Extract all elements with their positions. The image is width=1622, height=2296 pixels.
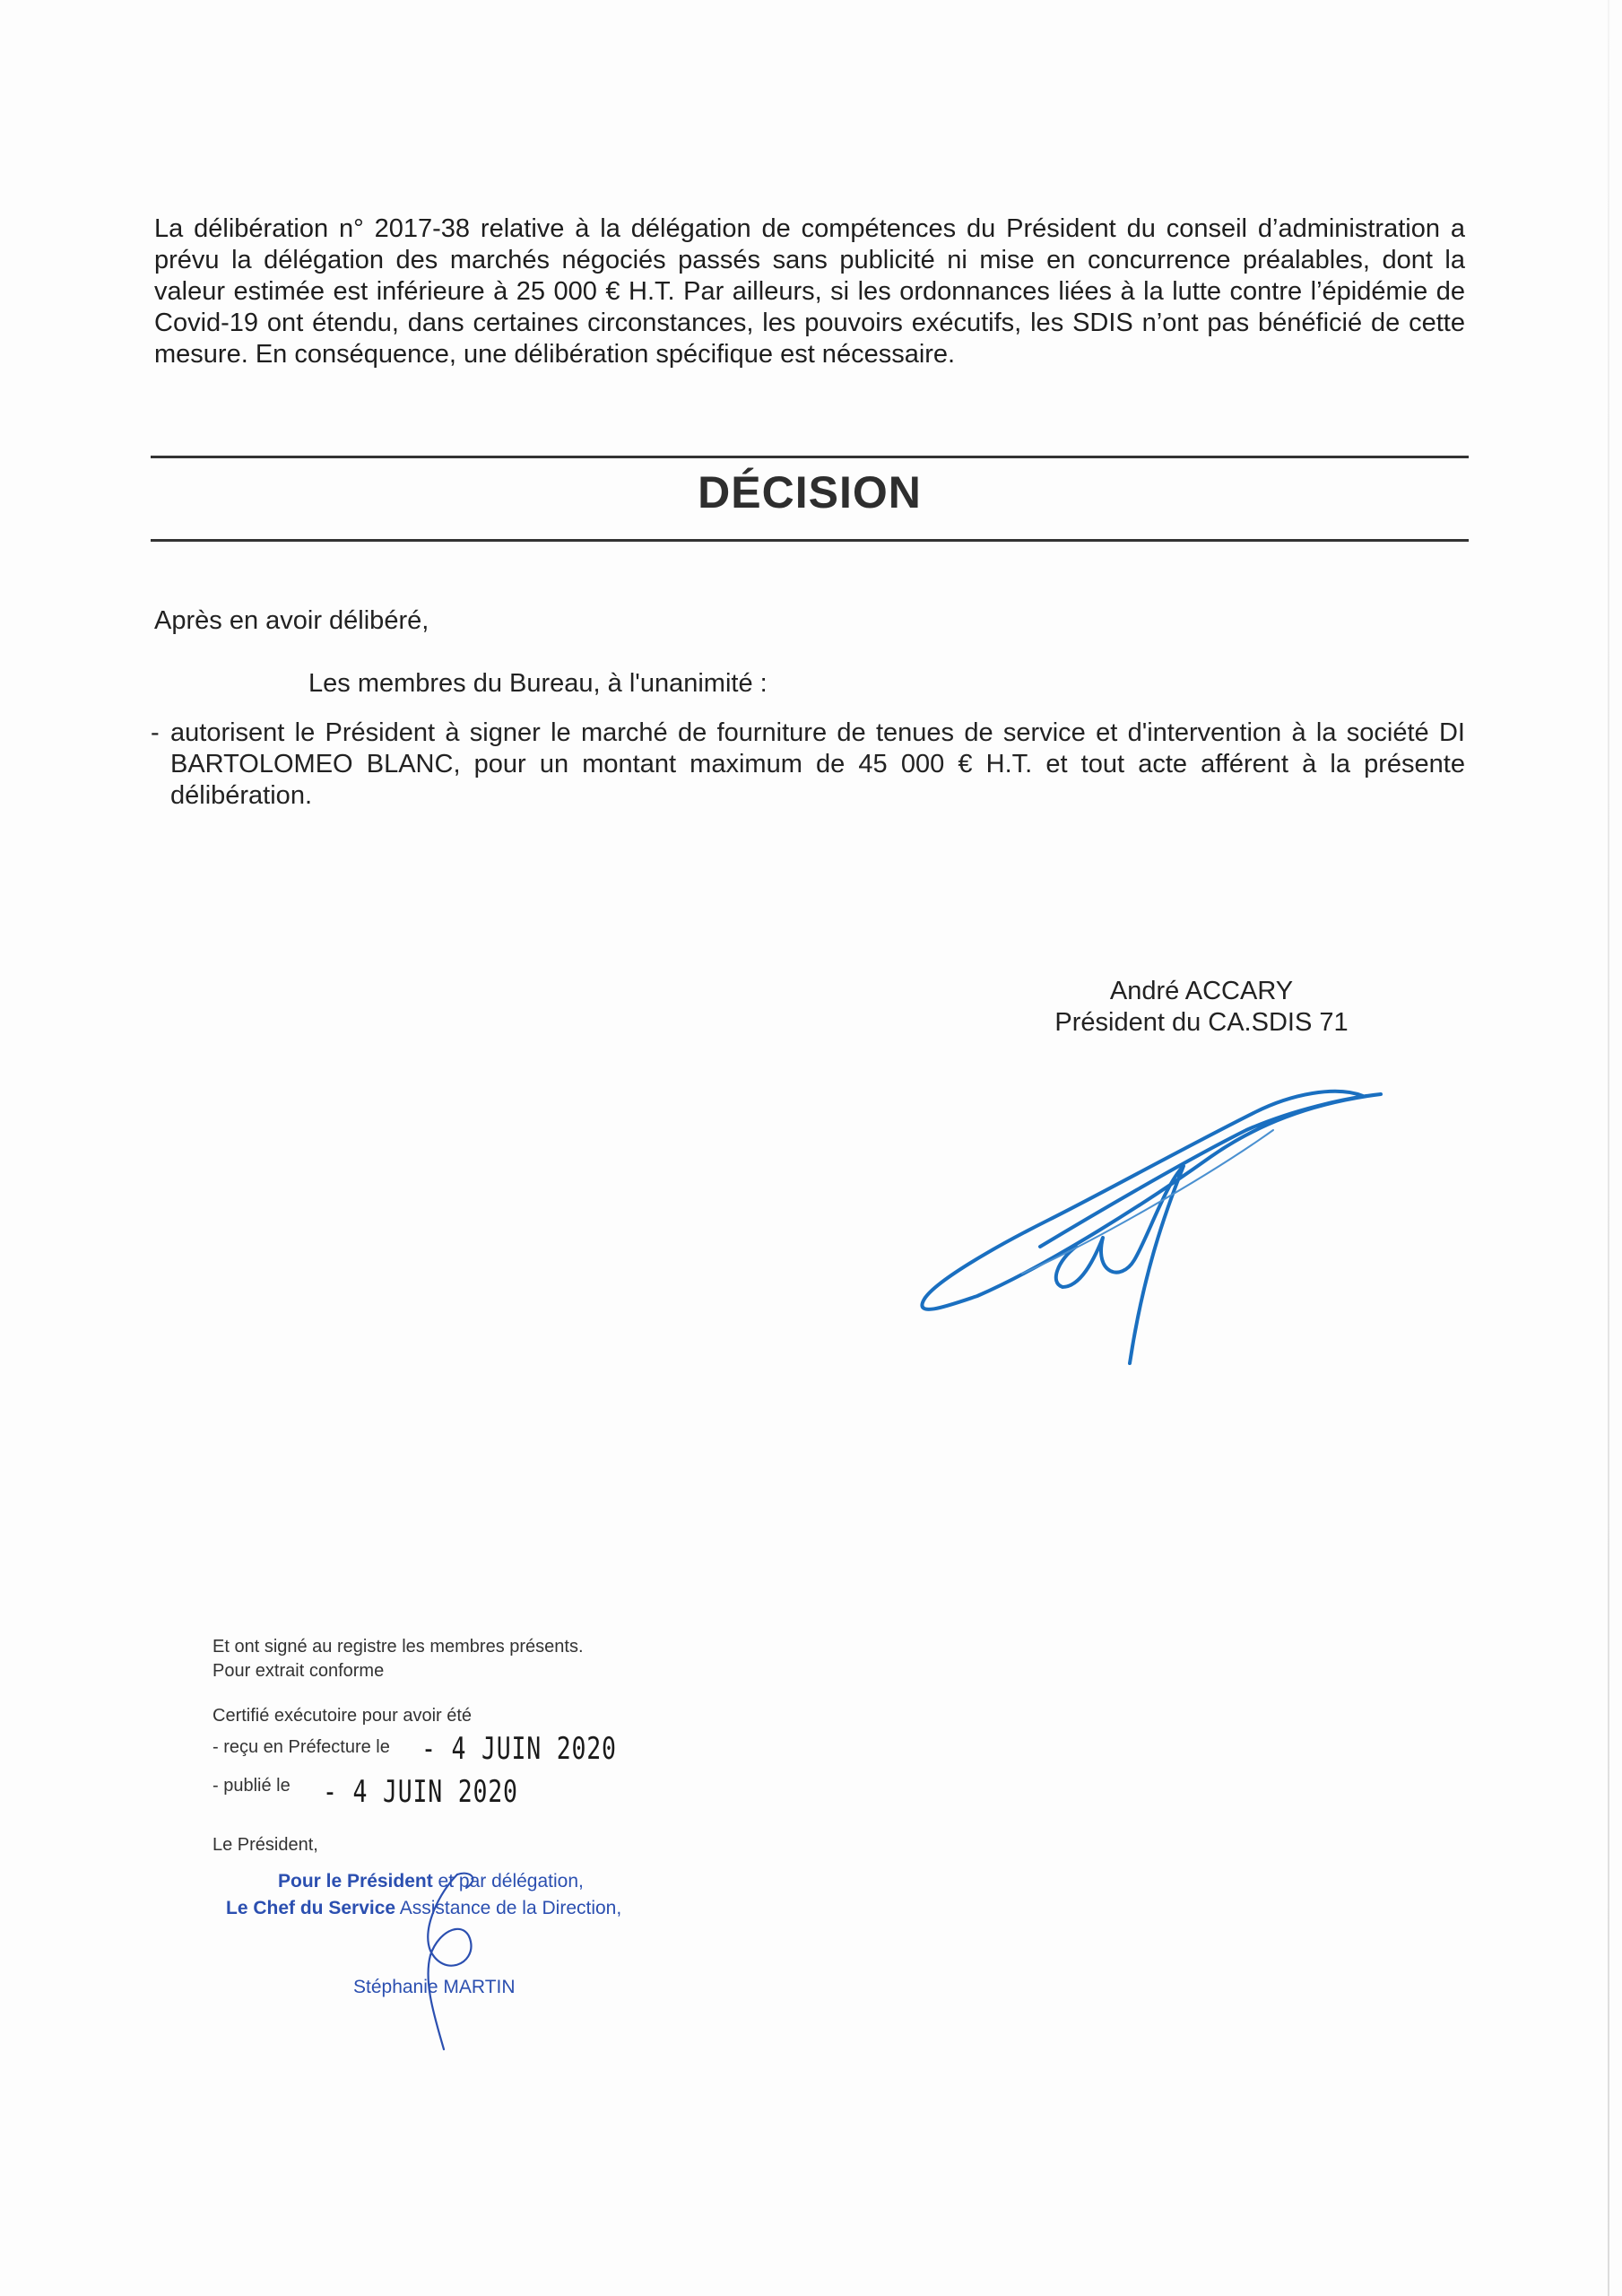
delegation-line-2-rest: Assistance de la Direction, [395, 1898, 622, 1918]
signer-name: André ACCARY [1109, 977, 1294, 1005]
delegation-line-2-bold: Le Chef du Service [226, 1898, 396, 1918]
intro-paragraph: La délibération n° 2017-38 relative à la délégation de compétences du Président du conseil d’administration a prévu la délégation des marchés négociés passés sans publicité ni mise en concurrence préalables, dont la valeur estimée est inférieure à 25 000 € H.T. Par ailleurs, si les ordonnances liées à la lutte contre l’épidémie de Covid-19 ont étendu, dans certaines circonstances, les pouvoirs exécutifs, les SDIS n’ont pas bénéficié de cette mesure. En conséquence, une délibération spécifique est nécessaire. [154, 214, 1465, 369]
footer-published-label: - publié le [213, 1776, 291, 1796]
members-line: Les membres du Bureau, à l'unanimité : [308, 669, 768, 698]
footer-received-label: - reçu en Préfecture le [213, 1737, 390, 1757]
footer-president: Le Président, [213, 1835, 318, 1855]
footer-extract: Pour extrait conforme [213, 1661, 385, 1681]
decision-item-text: autorisent le Président à signer le marché de fourniture de tenues de service et d'intervention à la société DI BARTOLOMEO BLANC, pour un montant maximum de 45 000 € H.T. et tout acte afférent à la présente délibération. [170, 718, 1465, 810]
president-signature [915, 1067, 1399, 1372]
page-edge [1608, 0, 1609, 2296]
delegate-signature [403, 1866, 502, 2054]
signature-initial-stroke [1056, 1166, 1184, 1363]
delegation-line-1-rest: et par délégation, [432, 1871, 584, 1892]
title-rule-bottom [151, 539, 1469, 542]
received-date-stamp: - 4 JUIN 2020 [421, 1731, 617, 1767]
footer-signed-register: Et ont signé au registre les membres présents. [213, 1637, 584, 1657]
delegate-signature-flourish [457, 1874, 473, 1888]
signature-loop-stroke [922, 1091, 1381, 1309]
delegation-line-1-bold: Pour le Président [278, 1871, 433, 1892]
decision-item [151, 718, 1465, 812]
delegate-signature-stroke [428, 1874, 471, 2049]
after-deliberation: Après en avoir délibéré, [154, 606, 429, 635]
footer-certified: Certifié exécutoire pour avoir été [213, 1706, 473, 1726]
published-date-stamp: - 4 JUIN 2020 [323, 1774, 518, 1810]
decision-item-dash: - [151, 718, 160, 747]
decision-title: DÉCISION [698, 467, 922, 517]
signer-role: Président du CA.SDIS 71 [1054, 1008, 1349, 1037]
delegation-name: Stéphanie MARTIN [353, 1977, 516, 1997]
signer-block [1022, 976, 1381, 1039]
title-rule-top [151, 456, 1469, 458]
